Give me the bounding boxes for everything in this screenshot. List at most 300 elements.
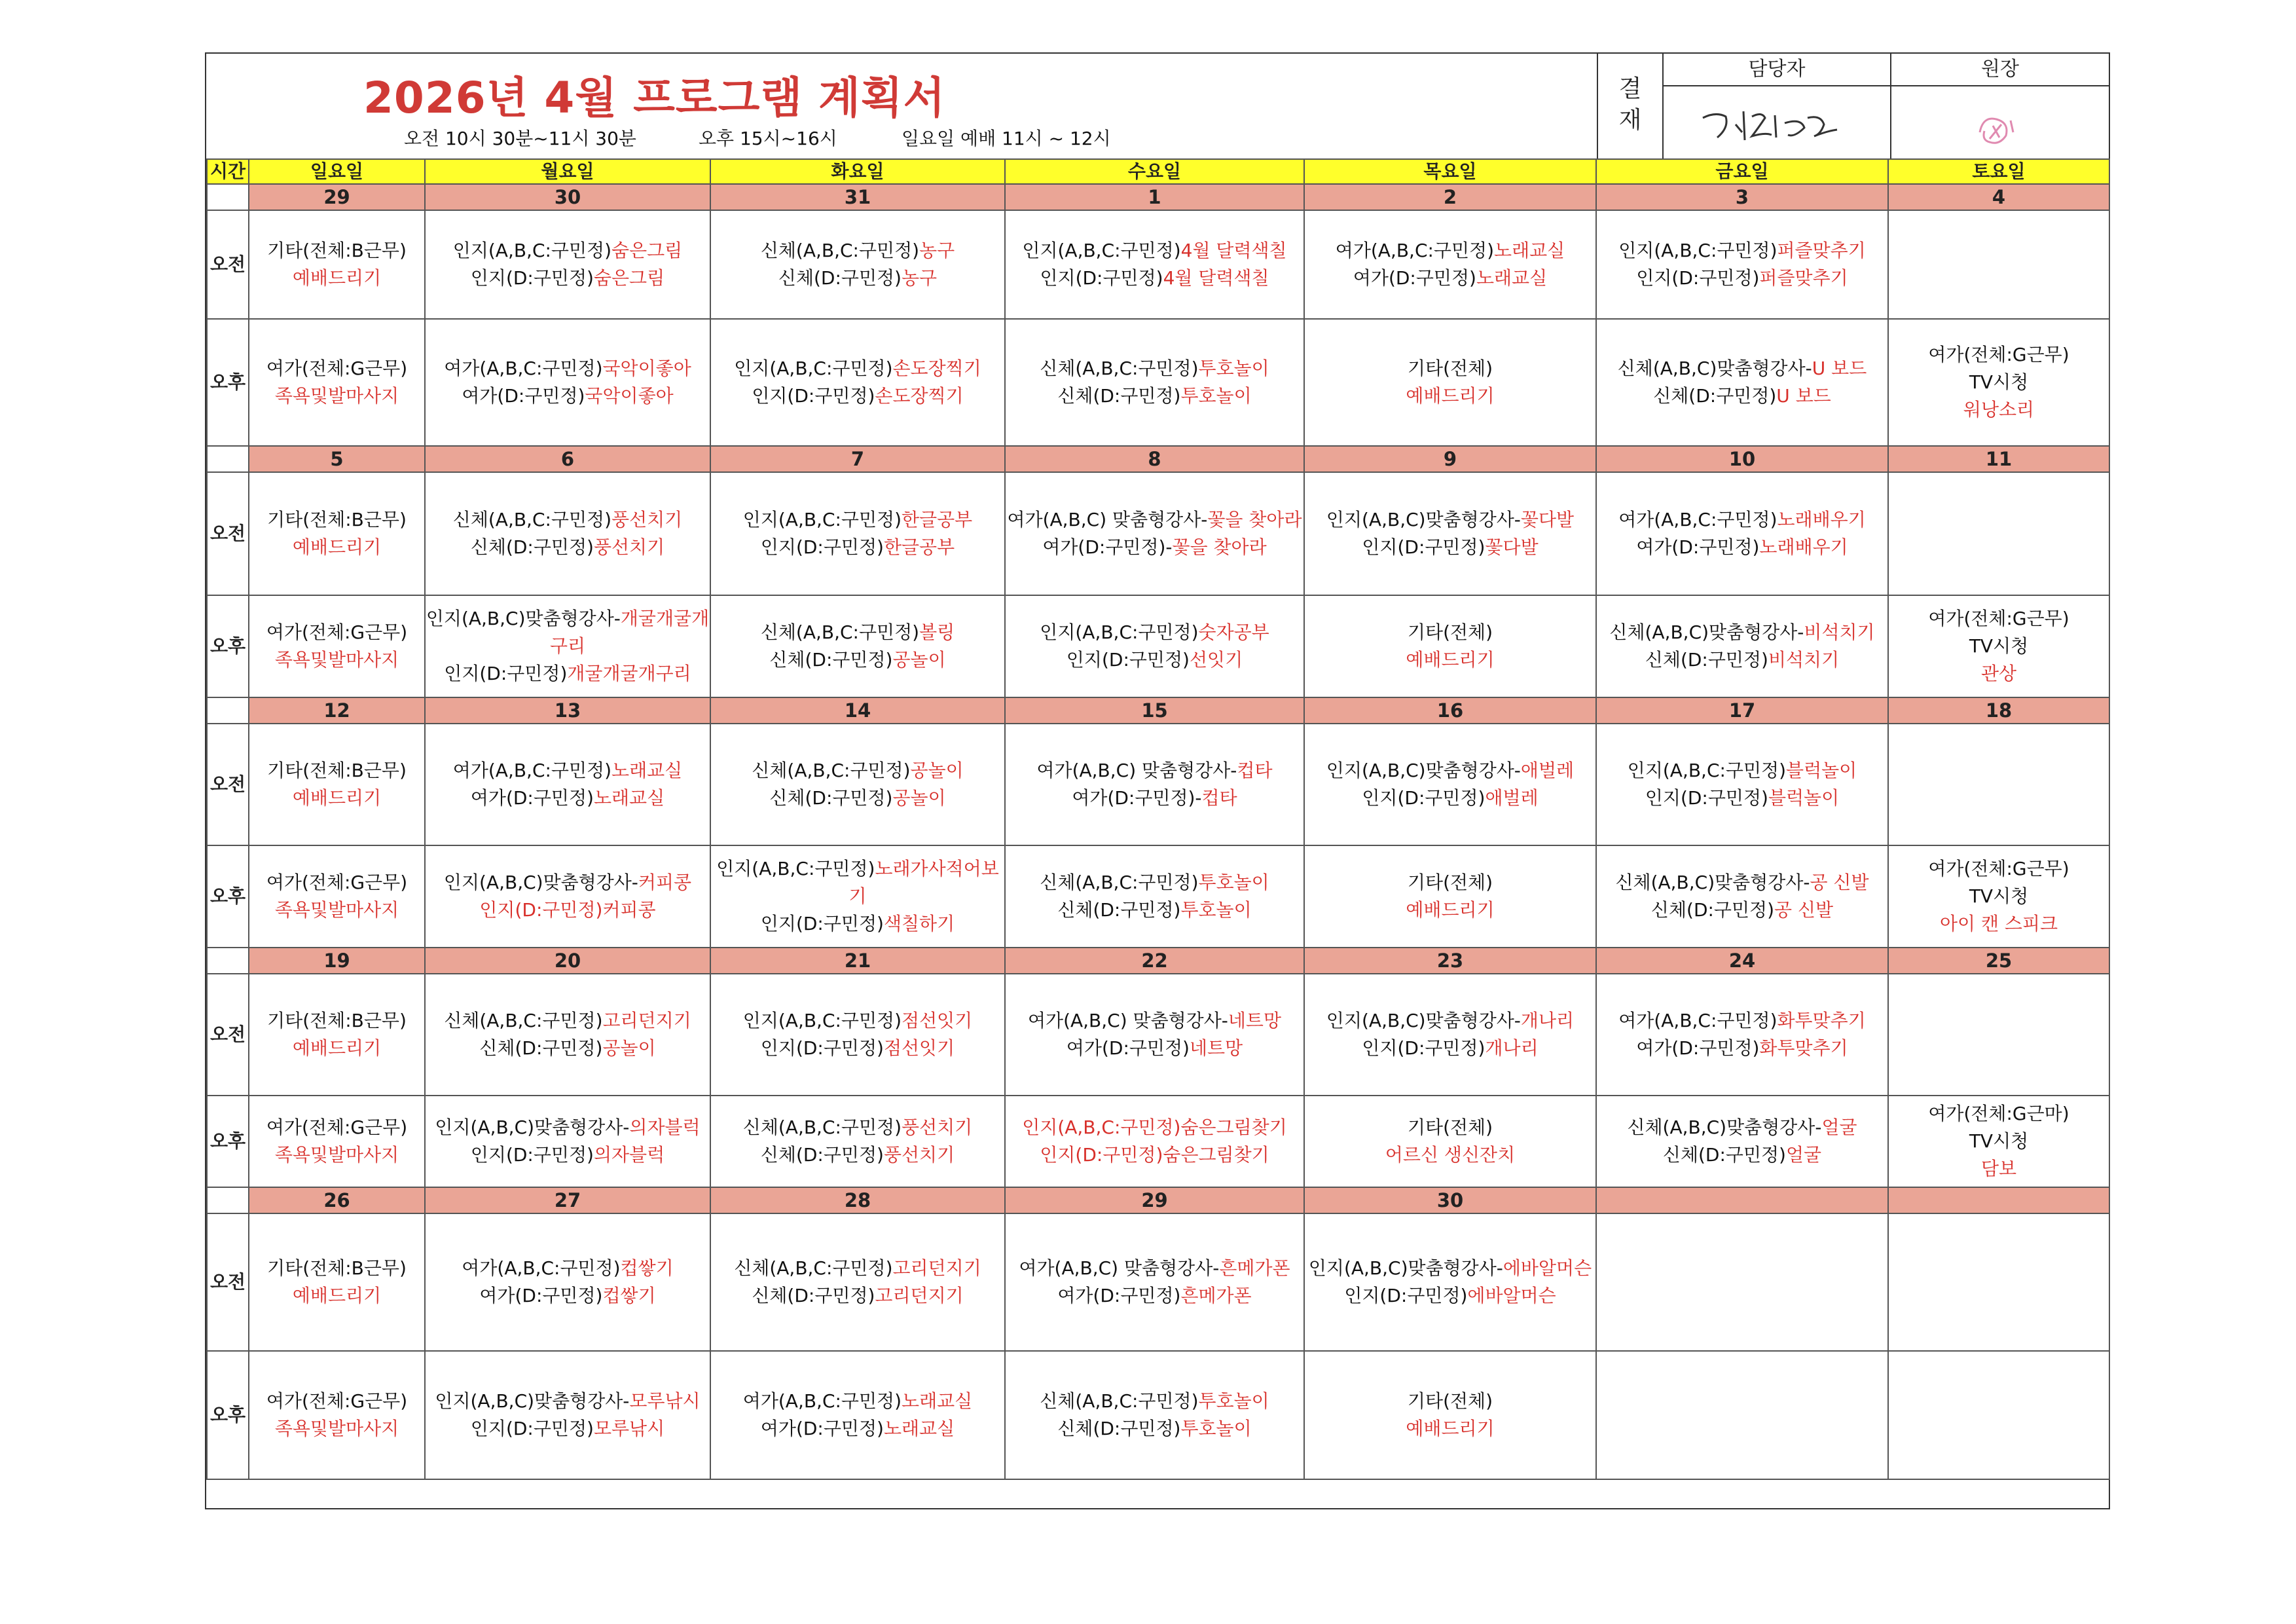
activity-name: 모루낚시 [629,1390,701,1412]
activity-category: 인지(D:구민정) [752,385,875,407]
activity-category: 기타(전체) [1407,872,1493,893]
activity-category: 인지(A,B,C)맞춤형강사- [1326,1010,1521,1031]
activity-category: 신체(A,B,C:구민정) [734,1257,893,1279]
activity-category: 기타(전체) [1407,358,1493,379]
activity-name: 색칠하기 [883,913,955,934]
activity-category: 신체(A,B,C)맞춤형강사- [1627,1116,1822,1138]
date-cell: 23 [1304,948,1596,974]
activity-line [426,869,710,896]
activity-line [426,757,710,784]
activity-category: TV시청 [1969,1130,2029,1152]
activity-cell [425,595,710,697]
activity-line [1597,506,1887,534]
activity-cell [249,724,425,845]
activity-name: 예배드리기 [292,536,382,558]
activity-cell [1888,724,2109,845]
slot-row-pm [207,1096,2109,1187]
activity-cell [249,1351,425,1479]
activity-category: 인지(D:구민정) [1066,649,1190,671]
activity-name: 족욕및발마사지 [274,385,399,407]
activity-name: 고리던지기 [892,1257,981,1279]
activity-name: 예배드리기 [1406,385,1495,407]
activity-line [426,1388,710,1415]
am-hours: 오전 10시 30분~11시 30분 [404,128,636,149]
activity-line [426,1114,710,1141]
activity-line [426,1282,710,1310]
activity-category: 인지(D:구민정) [1362,787,1485,809]
activity-name: 얼굴 [1821,1116,1857,1138]
activity-line [1305,1282,1595,1310]
date-cell: 3 [1596,184,1888,210]
activity-category: 여가(전체:G근무) [266,872,408,893]
date-row-blank [207,697,249,724]
activity-line [1006,237,1303,265]
activity-line [1597,1035,1887,1062]
activity-line [1305,1035,1595,1062]
activity-name: 노래배우기 [1777,509,1866,530]
activity-category: 여가(A,B,C) 맞춤형강사- [1007,509,1208,530]
activity-cell [1304,1096,1596,1187]
date-cell: 20 [425,948,710,974]
activity-name: 투호놀이 [1198,358,1269,379]
activity-line [1597,757,1887,784]
activity-category: 인지(D:구민정) [760,913,884,934]
director-header: 원장 [1891,54,2109,86]
date-cell: 29 [249,184,425,210]
activity-name: 의자블럭 [629,1116,701,1138]
activity-category: 여가(전체:G근무) [266,621,408,643]
activity-name: 컵타 [1201,787,1237,809]
activity-name: 컵쌓기 [620,1257,674,1279]
slot-label: 오전 [207,210,249,319]
activity-name: 꽃을 찾아라 [1172,536,1267,558]
activity-name: 예배드리기 [1406,649,1495,671]
activity-line [1006,265,1303,292]
activity-name: 예배드리기 [292,267,382,289]
activity-line [1597,646,1887,674]
activity-category: 신체(A,B,C:구민정) [452,509,612,530]
activity-name: 볼링 [919,621,955,643]
activity-line [1305,1141,1595,1169]
activity-line [426,534,710,561]
date-cell: 19 [249,948,425,974]
activity-line [1006,869,1303,896]
activity-category: 인지(D:구민정) [1636,267,1760,289]
date-cell: 22 [1005,948,1304,974]
activity-line [1006,1007,1303,1035]
slot-row-am [207,724,2109,845]
day-header-4: 수요일 [1005,159,1304,184]
activity-line [1006,1255,1303,1282]
activity-line [1889,605,2109,633]
schedule-table [206,158,2110,1480]
activity-line [1305,1114,1595,1141]
date-cell: 10 [1596,446,1888,472]
activity-category: 인지(D:구민정) [760,536,884,558]
activity-line [249,784,424,812]
activity-name: 농구 [919,240,955,261]
director-seal-icon [1970,106,2022,152]
activity-cell [1005,595,1304,697]
date-cell: 27 [425,1187,710,1213]
date-cell: 8 [1005,446,1304,472]
activity-name: 족욕및발마사지 [274,1144,399,1166]
activity-category: 인지(A,B,C)맞춤형강사- [1308,1257,1503,1279]
activity-line [711,355,1004,382]
activity-cell [1005,1213,1304,1351]
activity-line [1889,910,2109,938]
activity-line [1597,896,1887,924]
manager-header: 담당자 [1664,54,1890,86]
activity-cell [249,210,425,319]
day-header-5: 목요일 [1304,159,1596,184]
activity-name: 블럭놀이 [1786,760,1857,781]
slot-row-am [207,974,2109,1096]
activity-line [249,265,424,292]
activity-name: 화투맞추기 [1777,1010,1866,1031]
activity-line [1597,869,1887,896]
activity-line [1305,869,1595,896]
activity-name: 한글공부 [902,509,973,530]
activity-category: 인지(A,B,C)맞춤형강사- [426,608,621,629]
slot-label: 오후 [207,845,249,948]
activity-line [426,1035,710,1062]
activity-line [1006,1035,1303,1062]
activity-line [1597,1114,1887,1141]
activity-category: 인지(D:구민정) [1362,1037,1485,1059]
activity-name: 어르신 생신잔치 [1385,1144,1516,1166]
activity-name: U 보드 [1776,385,1831,407]
activity-line [1305,265,1595,292]
activity-line [711,619,1004,646]
activity-cell [710,472,1005,595]
activity-name: 노래교실 [1476,267,1548,289]
activity-category: 여가(A,B,C:구민정) [742,1390,902,1412]
activity-cell [1304,472,1596,595]
activity-cell [710,210,1005,319]
activity-name: 개나리 [1520,1010,1575,1031]
activity-line [1006,1388,1303,1415]
activity-category: 여가(전체:G근무) [1928,858,2069,879]
activity-cell [1888,472,2109,595]
activity-line [426,784,710,812]
activity-name: 네트망 [1189,1037,1243,1059]
activity-cell [425,1213,710,1351]
activity-cell [710,1351,1005,1479]
activity-category: 기타(전체:B근무) [267,240,407,261]
activity-category: 인지(D:구민정) [1362,536,1485,558]
activity-name: 예배드리기 [1406,1418,1495,1439]
activity-cell [1596,1351,1888,1479]
activity-line [1006,506,1303,534]
activity-line [711,1114,1004,1141]
activity-line [249,1114,424,1141]
activity-name: 애벌레 [1520,760,1575,781]
day-header-6: 금요일 [1596,159,1888,184]
date-row [207,948,2109,974]
activity-line [1305,355,1595,382]
activity-name: 노래교실 [902,1390,973,1412]
activity-cell [1888,595,2109,697]
date-cell: 14 [710,697,1005,724]
slot-row-am [207,1213,2109,1351]
activity-name: 인지(A,B,C:구민정)숨은그림찾기 [1022,1116,1287,1138]
activity-cell [1596,724,1888,845]
activity-category: 신체(A,B,C)맞춤형강사- [1617,358,1812,379]
activity-category: 여가(D:구민정) [1636,1037,1760,1059]
approval-box [1597,54,2109,158]
date-cell: 1 [1005,184,1304,210]
activity-category: 기타(전체) [1407,1390,1493,1412]
activity-line [711,910,1004,938]
slot-label: 오전 [207,974,249,1096]
slot-label: 오후 [207,595,249,697]
activity-cell [1888,210,2109,319]
activity-line [711,1282,1004,1310]
activity-line [711,1141,1004,1169]
activity-line [711,265,1004,292]
date-row [207,697,2109,724]
activity-name: 풍선치기 [611,509,683,530]
activity-line [249,1255,424,1282]
slot-label: 오후 [207,319,249,446]
activity-category: 여가(A,B,C) 맞춤형강사- [1027,1010,1228,1031]
activity-name: 인지(D:구민정)숨은그림찾기 [1040,1144,1269,1166]
activity-category: 여가(A,B,C:구민정) [1618,509,1777,530]
activity-line [1889,369,2109,396]
activity-category: 신체(A,B,C:구민정) [1040,358,1199,379]
date-cell: 26 [249,1187,425,1213]
activity-category: 여가(전체:G근무) [1928,344,2069,365]
activity-name: 투호놀이 [1180,385,1252,407]
activity-name: 비석치기 [1768,649,1840,671]
activity-name: 족욕및발마사지 [274,649,399,671]
date-cell: 24 [1596,948,1888,974]
activity-cell [425,845,710,948]
activity-cell [710,724,1005,845]
activity-name: 고리던지기 [875,1285,964,1306]
activity-line [426,355,710,382]
date-cell: 29 [1005,1187,1304,1213]
activity-name: 노래배우기 [1759,536,1848,558]
activity-cell [710,595,1005,697]
activity-category: 여가(D:구민정) [1057,1285,1181,1306]
day-header-1: 일요일 [249,159,425,184]
activity-line [711,534,1004,561]
activity-name: 공놀이 [602,1037,656,1059]
activity-category: TV시청 [1969,885,2029,907]
activity-line [1305,1007,1595,1035]
activity-cell [1304,319,1596,446]
activity-line [1006,534,1303,561]
director-column [1890,54,2109,158]
activity-line [1006,382,1303,410]
activity-line [1597,784,1887,812]
activity-cell [1888,319,2109,446]
date-cell: 30 [1304,1187,1596,1213]
activity-cell [1596,974,1888,1096]
activity-category: 신체(D:구민정) [769,649,893,671]
slot-row-pm [207,319,2109,446]
activity-cell [249,1213,425,1351]
activity-name: 노래교실 [611,760,683,781]
activity-category: 여가(A,B,C:구민정) [452,760,612,781]
activity-name: 꽃다발 [1520,509,1575,530]
activity-name: 노래교실 [883,1418,955,1439]
activity-line [1597,265,1887,292]
activity-name: 꽃다발 [1485,536,1539,558]
activity-line [1006,355,1303,382]
activity-category: 신체(A,B,C:구민정) [760,621,920,643]
activity-cell [1304,210,1596,319]
activity-category: 여가(D:구민정) [470,787,594,809]
manager-signature [1690,92,1860,151]
activity-name: 흔메가폰 [1219,1257,1290,1279]
activity-cell [1304,974,1596,1096]
day-header-2: 월요일 [425,159,710,184]
activity-cell [425,724,710,845]
activity-name: 손도장찍기 [892,358,981,379]
activity-name: 투호놀이 [1180,899,1252,921]
date-cell: 25 [1888,948,2109,974]
activity-category: 인지(A,B,C:구민정) [742,509,902,530]
date-cell: 7 [710,446,1005,472]
activity-name: 4월 달력색칠 [1163,267,1269,289]
activity-cell [1596,472,1888,595]
activity-line [1889,341,2109,369]
activity-cell [1596,845,1888,948]
activity-line [711,1035,1004,1062]
activity-line [1305,1255,1595,1282]
activity-category: 기타(전체:B근무) [267,1010,407,1031]
date-cell: 12 [249,697,425,724]
activity-category: 여가(전체:G근무) [266,1116,408,1138]
activity-category: TV시청 [1969,371,2029,393]
activity-line [1305,784,1595,812]
activity-name: 국악이좋아 [585,385,674,407]
activity-cell [1005,210,1304,319]
activity-category: 기타(전체:B근무) [267,760,407,781]
activity-line [711,646,1004,674]
time-header: 시간 [207,159,249,184]
activity-name: 비석치기 [1804,621,1875,643]
activity-line [1305,619,1595,646]
activity-category: 신체(D:구민정) [1645,649,1768,671]
activity-line [711,1255,1004,1282]
slot-label: 오후 [207,1096,249,1187]
approval-label-text: 결 재 [1618,75,1642,134]
activity-cell [1005,1351,1304,1479]
activity-category: 인지(A,B,C:구민정) [452,240,612,261]
activity-cell [1888,1351,2109,1479]
activity-line [1889,1100,2109,1128]
activity-name: 공놀이 [892,649,946,671]
activity-category: 인지(A,B,C:구민정) [1040,621,1199,643]
activity-cell [425,974,710,1096]
activity-line [1597,355,1887,382]
activity-line [1305,382,1595,410]
activity-category: 인지(D:구민정) [760,1037,884,1059]
date-cell [1888,1187,2109,1213]
activity-cell [1005,845,1304,948]
activity-name: 개나리 [1485,1037,1539,1059]
page-title: 2026년 4월 프로그램 계획서 [363,73,946,123]
activity-name: 인지(D:구민정)커피콩 [479,899,656,921]
activity-name: 커피콩 [638,872,692,893]
date-row [207,1187,2109,1213]
activity-category: 여가(D:구민정)- [1042,536,1173,558]
activity-line [249,382,424,410]
activity-line [1006,1114,1303,1141]
activity-name: 풍선치기 [593,536,665,558]
activity-category: 기타(전체) [1407,1116,1493,1138]
slot-row-am [207,472,2109,595]
activity-cell [1005,472,1304,595]
day-header-row [207,159,2109,184]
activity-line [249,757,424,784]
date-cell: 28 [710,1187,1005,1213]
activity-line [1889,633,2109,660]
activity-name: 손도장찍기 [875,385,964,407]
activity-name: 숫자공부 [1198,621,1269,643]
date-row-blank [207,1187,249,1213]
activity-category: 신체(D:구민정) [479,1037,603,1059]
activity-line [711,757,1004,784]
activity-name: 족욕및발마사지 [274,899,399,921]
activity-line [249,1141,424,1169]
activity-name: 에바알머슨 [1467,1285,1556,1306]
activity-line [249,896,424,924]
activity-category: 인지(A,B,C)맞춤형강사- [435,1390,630,1412]
activity-cell [1304,845,1596,948]
activity-cell [1888,974,2109,1096]
activity-line [1006,1282,1303,1310]
activity-category: 신체(D:구민정) [1057,385,1181,407]
activity-name: 숨은그림 [593,267,665,289]
activity-name: 농구 [901,267,938,289]
activity-name: 공 신발 [1810,872,1869,893]
activity-category: 여가(D:구민정) [462,385,585,407]
activity-line [1006,784,1303,812]
activity-cell [1596,210,1888,319]
date-row-blank [207,446,249,472]
activity-category: 여가(D:구민정)- [1072,787,1202,809]
activity-line [249,237,424,265]
activity-cell [425,1096,710,1187]
activity-name: 의자블럭 [593,1144,665,1166]
activity-line [426,265,710,292]
pm-hours: 오후 15시~16시 [699,128,837,149]
activity-cell [1304,1213,1596,1351]
activity-category: 신체(D:구민정) [1653,385,1777,407]
activity-name: 선잇기 [1189,649,1243,671]
activity-line [249,355,424,382]
activity-cell [249,472,425,595]
slot-label: 오전 [207,724,249,845]
date-cell: 4 [1888,184,2109,210]
activity-category: 인지(D:구민정) [470,267,594,289]
activity-line [426,1007,710,1035]
activity-line [1006,1415,1303,1443]
activity-line [1597,237,1887,265]
activity-category: 인지(A,B,C)맞춤형강사- [1326,509,1521,530]
date-cell: 18 [1888,697,2109,724]
activity-category: 여가(A,B,C:구민정) [462,1257,621,1279]
activity-name: 투호놀이 [1198,872,1269,893]
date-cell: 31 [710,184,1005,210]
activity-name: 노래가사적어보기 [848,858,999,907]
activity-line [426,605,710,660]
